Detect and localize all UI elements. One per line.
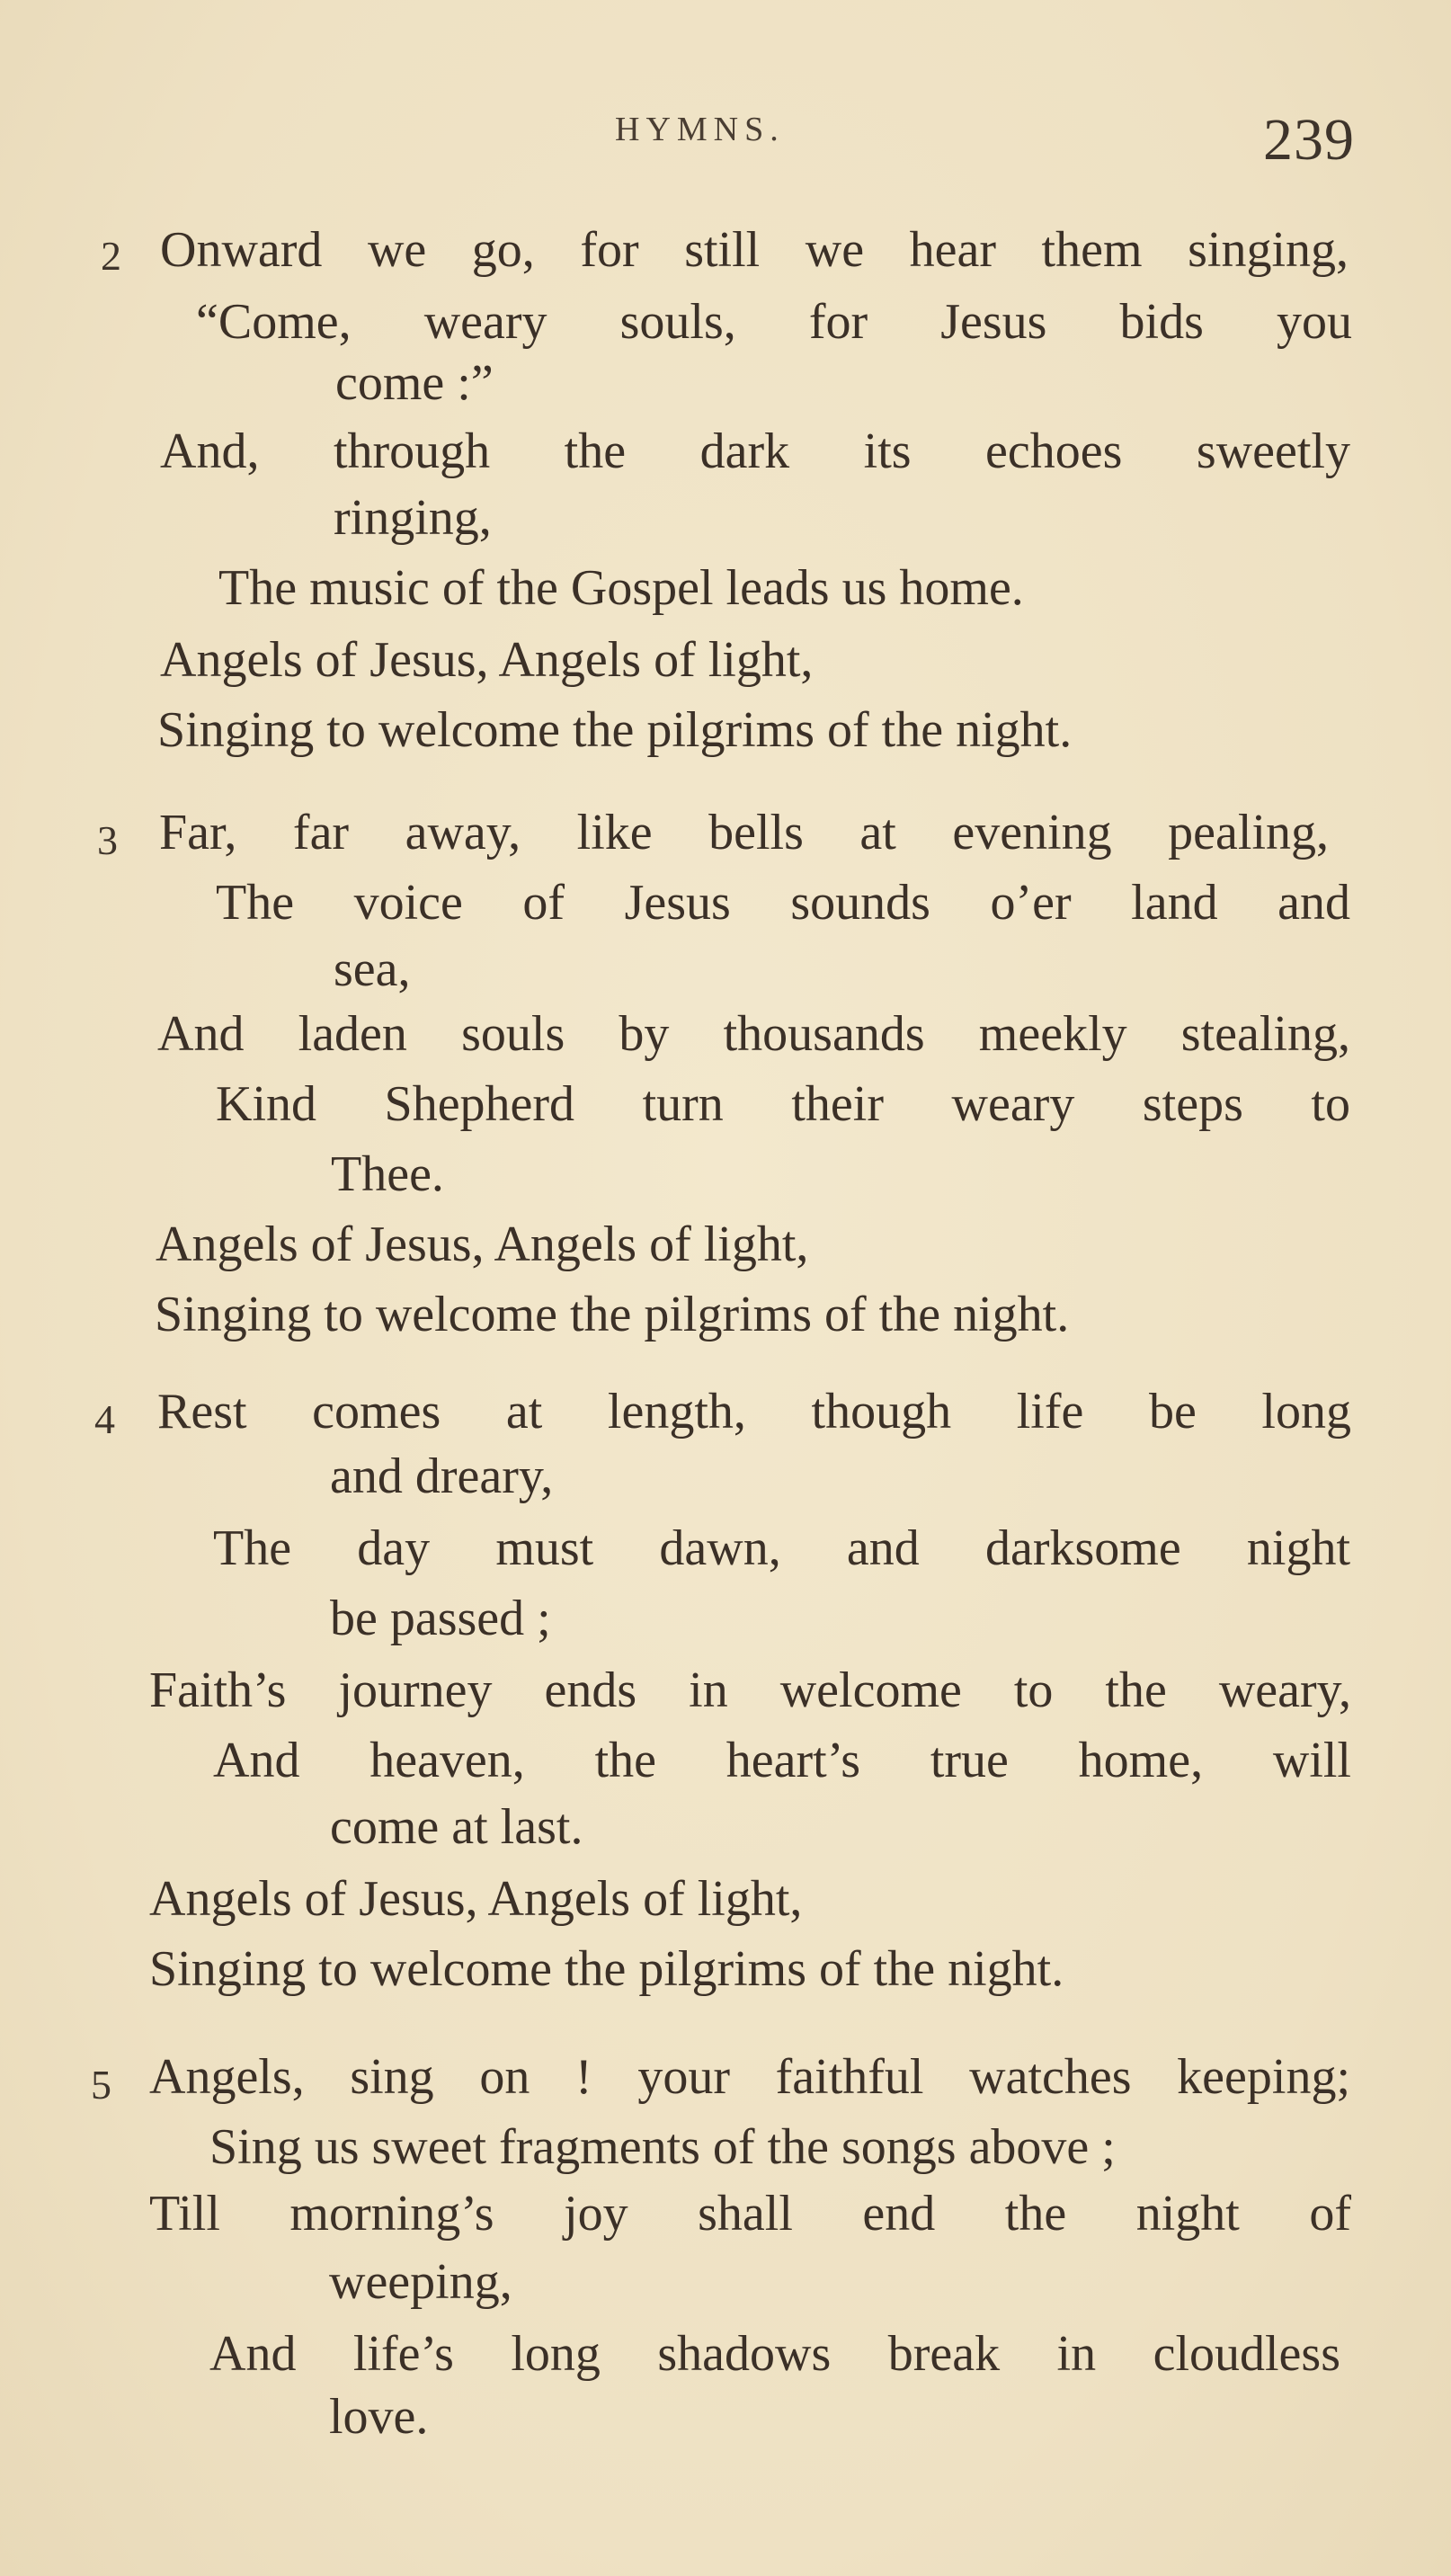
verse-number: 2 [101,233,121,279]
verse-line: Rest comes at length, though life be long [157,1384,1351,1440]
refrain-line: Angels of Jesus, Angels of light, [156,1217,809,1272]
verse-number: 5 [91,2062,111,2108]
running-head: HYMNS. [615,111,785,148]
page-number: 239 [1263,107,1355,173]
verse-line: Kind Shepherd turn their weary steps to [216,1076,1350,1132]
verse-line: And laden souls by thousands meekly stealing, [157,1006,1350,1062]
refrain-line: Singing to welcome the pilgrims of the night. [157,702,1073,758]
refrain-line: Angels of Jesus, Angels of light, [160,632,814,688]
refrain-line: Singing to welcome the pilgrims of the night. [155,1287,1070,1342]
verse-line: Sing us sweet fragments of the songs above ; [209,2119,1116,2175]
verse-line: Far, far away, like bells at evening pealing, [159,805,1329,860]
verse-line: ringing, [334,490,492,546]
verse-line: come :” [335,355,494,411]
verse-number: 3 [97,817,118,863]
refrain-line: Singing to welcome the pilgrims of the night. [149,1941,1064,1997]
verse-line: And, through the dark its echoes sweetly [160,423,1350,479]
verse-line: The music of the Gospel leads us home. [218,560,1024,616]
verse-line: be passed ; [330,1591,551,1646]
verse-line: Faith’s journey ends in welcome to the weary, [149,1662,1351,1718]
verse-line: come at last. [330,1799,583,1855]
verse-line: “Come, weary souls, for Jesus bids you [196,294,1352,350]
verse-line: The day must dawn, and darksome night [213,1520,1350,1576]
verse-line: weeping, [329,2254,512,2310]
verse-line: Onward we go, for still we hear them singing, [160,222,1349,278]
verse-line: and dreary, [330,1448,554,1504]
verse-line: And life’s long shadows break in cloudless [209,2326,1340,2382]
verse-line: The voice of Jesus sounds o’er land and [216,875,1350,931]
verse-line: And heaven, the heart’s true home, will [213,1733,1351,1788]
verse-number: 4 [94,1396,115,1442]
refrain-line: Angels of Jesus, Angels of light, [149,1871,803,1927]
verse-line: Thee. [331,1146,444,1202]
verse-line: sea, [334,941,411,997]
verse-line: Till morning’s joy shall end the night of [149,2186,1351,2242]
verse-line: Angels, sing on ! your faithful watches keeping; [149,2049,1350,2105]
verse-line: love. [329,2389,429,2445]
